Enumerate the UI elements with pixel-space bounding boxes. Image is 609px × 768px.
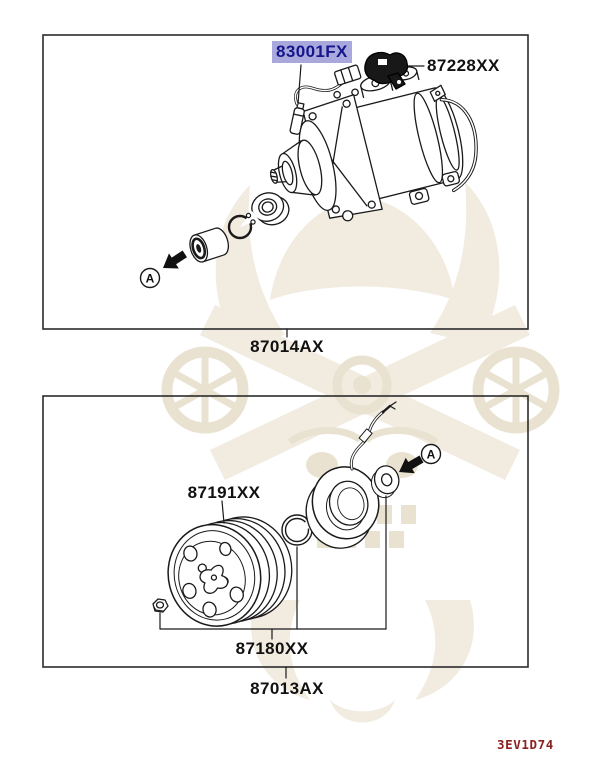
view-a-arrow: [158, 246, 190, 275]
view-a-letter-top: A: [145, 271, 155, 286]
figure-label-87014ax: 87014AX: [250, 337, 324, 356]
callout-87228xx: 87228XX: [427, 56, 500, 75]
callout-87191xx: 87191XX: [187, 483, 261, 502]
callout-87180xx: 87180XX: [235, 639, 309, 658]
callout-83001fx[interactable]: 83001FX: [272, 41, 352, 63]
watermark-logo: [167, 182, 554, 723]
lock-nut-drawing: [153, 599, 168, 612]
diagram-code: 3EV1D74: [497, 737, 554, 752]
figure-label-87013ax: 87013AX: [250, 679, 324, 698]
view-a-letter-bottom: A: [426, 447, 436, 462]
